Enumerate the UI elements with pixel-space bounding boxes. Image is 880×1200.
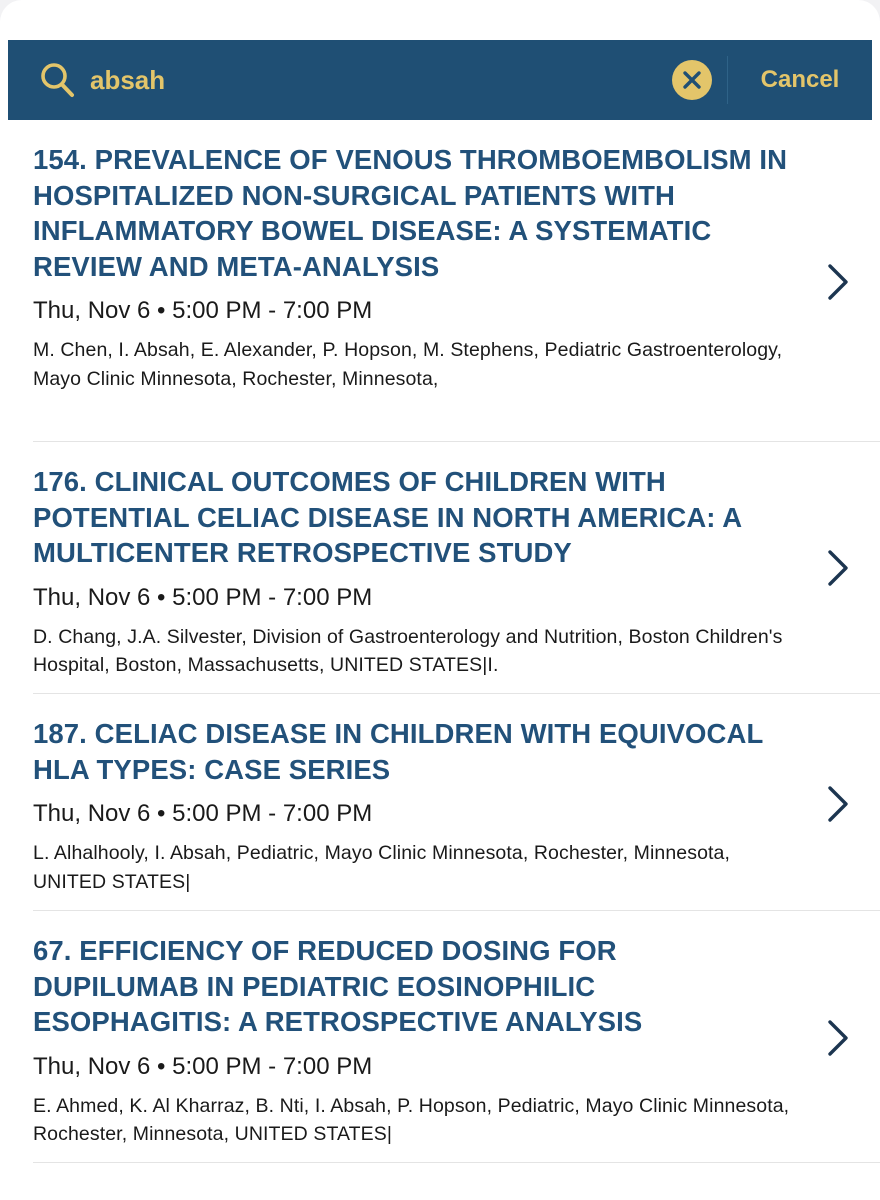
clear-search-button[interactable]: [672, 60, 712, 100]
search-bar: [8, 40, 872, 120]
list-item[interactable]: [0, 120, 880, 442]
session-title: 187. CELIAC DISEASE IN CHILDREN WITH EQUIVOCAL HLA TYPES: CASE SERIES: [33, 718, 763, 785]
session-title: 176. CLINICAL OUTCOMES OF CHILDREN WITH POTENTIAL CELIAC DISEASE IN NORTH AMERICA: A MULTICENTER RETROSPECTIVE STUDY: [33, 466, 742, 568]
list-item[interactable]: [0, 442, 880, 694]
chevron-right-icon: [826, 262, 850, 302]
list-item[interactable]: [0, 694, 880, 911]
session-time: Thu, Nov 6 • 5:00 PM - 7:00 PM: [33, 800, 373, 827]
session-authors: D. Chang, J.A. Silvester, Division of Gastroenterology and Nutrition, Boston Children's Hospital, Boston, Massachusetts, UNITED STATES|I.: [33, 625, 783, 676]
search-input[interactable]: absah: [90, 65, 166, 95]
session-authors: L. Alhalhooly, I. Absah, Pediatric, Mayo Clinic Minnesota, Rochester, Minnesota, UNITED STATES|: [33, 842, 730, 893]
clear-icon: [672, 60, 712, 100]
session-time: Thu, Nov 6 • 5:00 PM - 7:00 PM: [33, 583, 373, 611]
results-list: [0, 120, 880, 1163]
session-time: Thu, Nov 6 • 5:00 PM - 7:00 PM: [33, 297, 373, 324]
chevron-right-icon: [826, 548, 850, 588]
session-authors: E. Ahmed, K. Al Kharraz, B. Nti, I. Absah, P. Hopson, Pediatric, Mayo Clinic Minnesota, Rochester, Minnesota, UNITED STATES|: [33, 1094, 790, 1145]
chevron-right-icon: [826, 1018, 850, 1058]
cancel-button[interactable]: Cancel: [760, 66, 840, 93]
session-title: 67. EFFICIENCY OF REDUCED DOSING FOR DUPILUMAB IN PEDIATRIC EOSINOPHILIC ESOPHAGITIS: A RETROSPECTIVE ANALYSIS: [33, 935, 643, 1037]
chevron-right-icon: [826, 784, 850, 824]
session-title: 154. PREVALENCE OF VENOUS THROMBOEMBOLISM IN HOSPITALIZED NON-SURGICAL PATIENTS WITH INFLAMMATORY BOWEL DISEASE: A SYSTEMATIC REVIEW AND META-ANALYSIS: [33, 144, 788, 282]
list-item[interactable]: [0, 911, 880, 1163]
search-icon: [38, 61, 78, 101]
session-time: Thu, Nov 6 • 5:00 PM - 7:00 PM: [33, 1052, 373, 1080]
session-authors: M. Chen, I. Absah, E. Alexander, P. Hopson, M. Stephens, Pediatric Gastroenterology, Mayo Clinic Minnesota, Rochester, Minnesota,: [33, 339, 783, 390]
